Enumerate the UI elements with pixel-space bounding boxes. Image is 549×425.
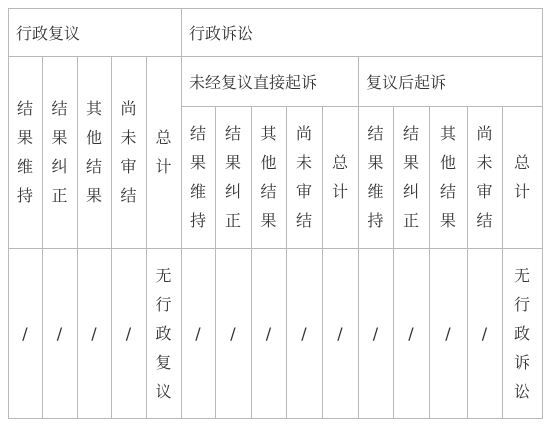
grid-line [42, 56, 43, 419]
data-after-maintained: / [372, 324, 379, 343]
col-direct-other: 其他结果 [260, 124, 277, 230]
data-review-maintained: / [22, 324, 28, 343]
col-after-maintained: 结果维持 [367, 124, 384, 230]
col-review-maintained: 结果维持 [16, 99, 33, 205]
grid-line [77, 56, 78, 419]
col-direct-pending: 尚未审结 [295, 124, 312, 230]
data-direct-total: / [337, 324, 343, 343]
data-review-total: 无行政复议 [155, 266, 172, 401]
grid-line [286, 106, 287, 419]
col-after-total: 总计 [513, 153, 530, 201]
header-after-review: 复议后起诉 [366, 72, 447, 92]
header-admin-litigation: 行政诉讼 [189, 24, 254, 43]
col-review-corrected: 结果纠正 [51, 99, 68, 205]
data-after-other: / [445, 324, 451, 343]
col-after-pending: 尚未审结 [476, 124, 493, 230]
grid-line [429, 106, 430, 419]
grid-line [8, 56, 543, 57]
data-direct-maintained: / [195, 324, 201, 343]
data-direct-other: / [265, 324, 272, 343]
grid-line [251, 106, 252, 419]
grid-line [181, 8, 182, 419]
grid-line [146, 56, 147, 419]
col-after-other: 其他结果 [439, 124, 456, 230]
grid-line [8, 418, 543, 419]
col-direct-total: 总计 [331, 153, 348, 201]
grid-line [8, 8, 9, 419]
grid-line [358, 56, 359, 419]
grid-line [181, 106, 543, 107]
grid-line [111, 56, 112, 419]
data-after-pending: / [481, 324, 488, 343]
col-review-pending: 尚未审结 [120, 99, 137, 205]
grid-line [467, 106, 468, 419]
data-direct-corrected: / [230, 324, 236, 343]
grid-line [8, 8, 543, 9]
header-not-reviewed-direct: 未经复议直接起诉 [189, 72, 318, 92]
grid-line [8, 248, 543, 249]
header-admin-review: 行政复议 [16, 24, 81, 43]
grid-line [393, 106, 394, 419]
col-review-other: 其他结果 [85, 99, 102, 205]
data-review-pending: / [125, 324, 132, 343]
col-after-corrected: 结果纠正 [402, 124, 419, 230]
col-direct-corrected: 结果纠正 [224, 124, 241, 230]
data-after-corrected: / [408, 324, 414, 343]
grid-line [215, 106, 216, 419]
grid-line [322, 106, 323, 419]
grid-line [542, 8, 543, 419]
data-review-corrected: / [56, 324, 63, 343]
col-direct-maintained: 结果维持 [189, 124, 206, 230]
col-review-total: 总计 [155, 128, 172, 176]
grid-line [502, 106, 503, 419]
data-review-other: / [91, 324, 97, 343]
data-after-total: 无行政诉讼 [513, 266, 530, 401]
data-direct-pending: / [301, 324, 307, 343]
